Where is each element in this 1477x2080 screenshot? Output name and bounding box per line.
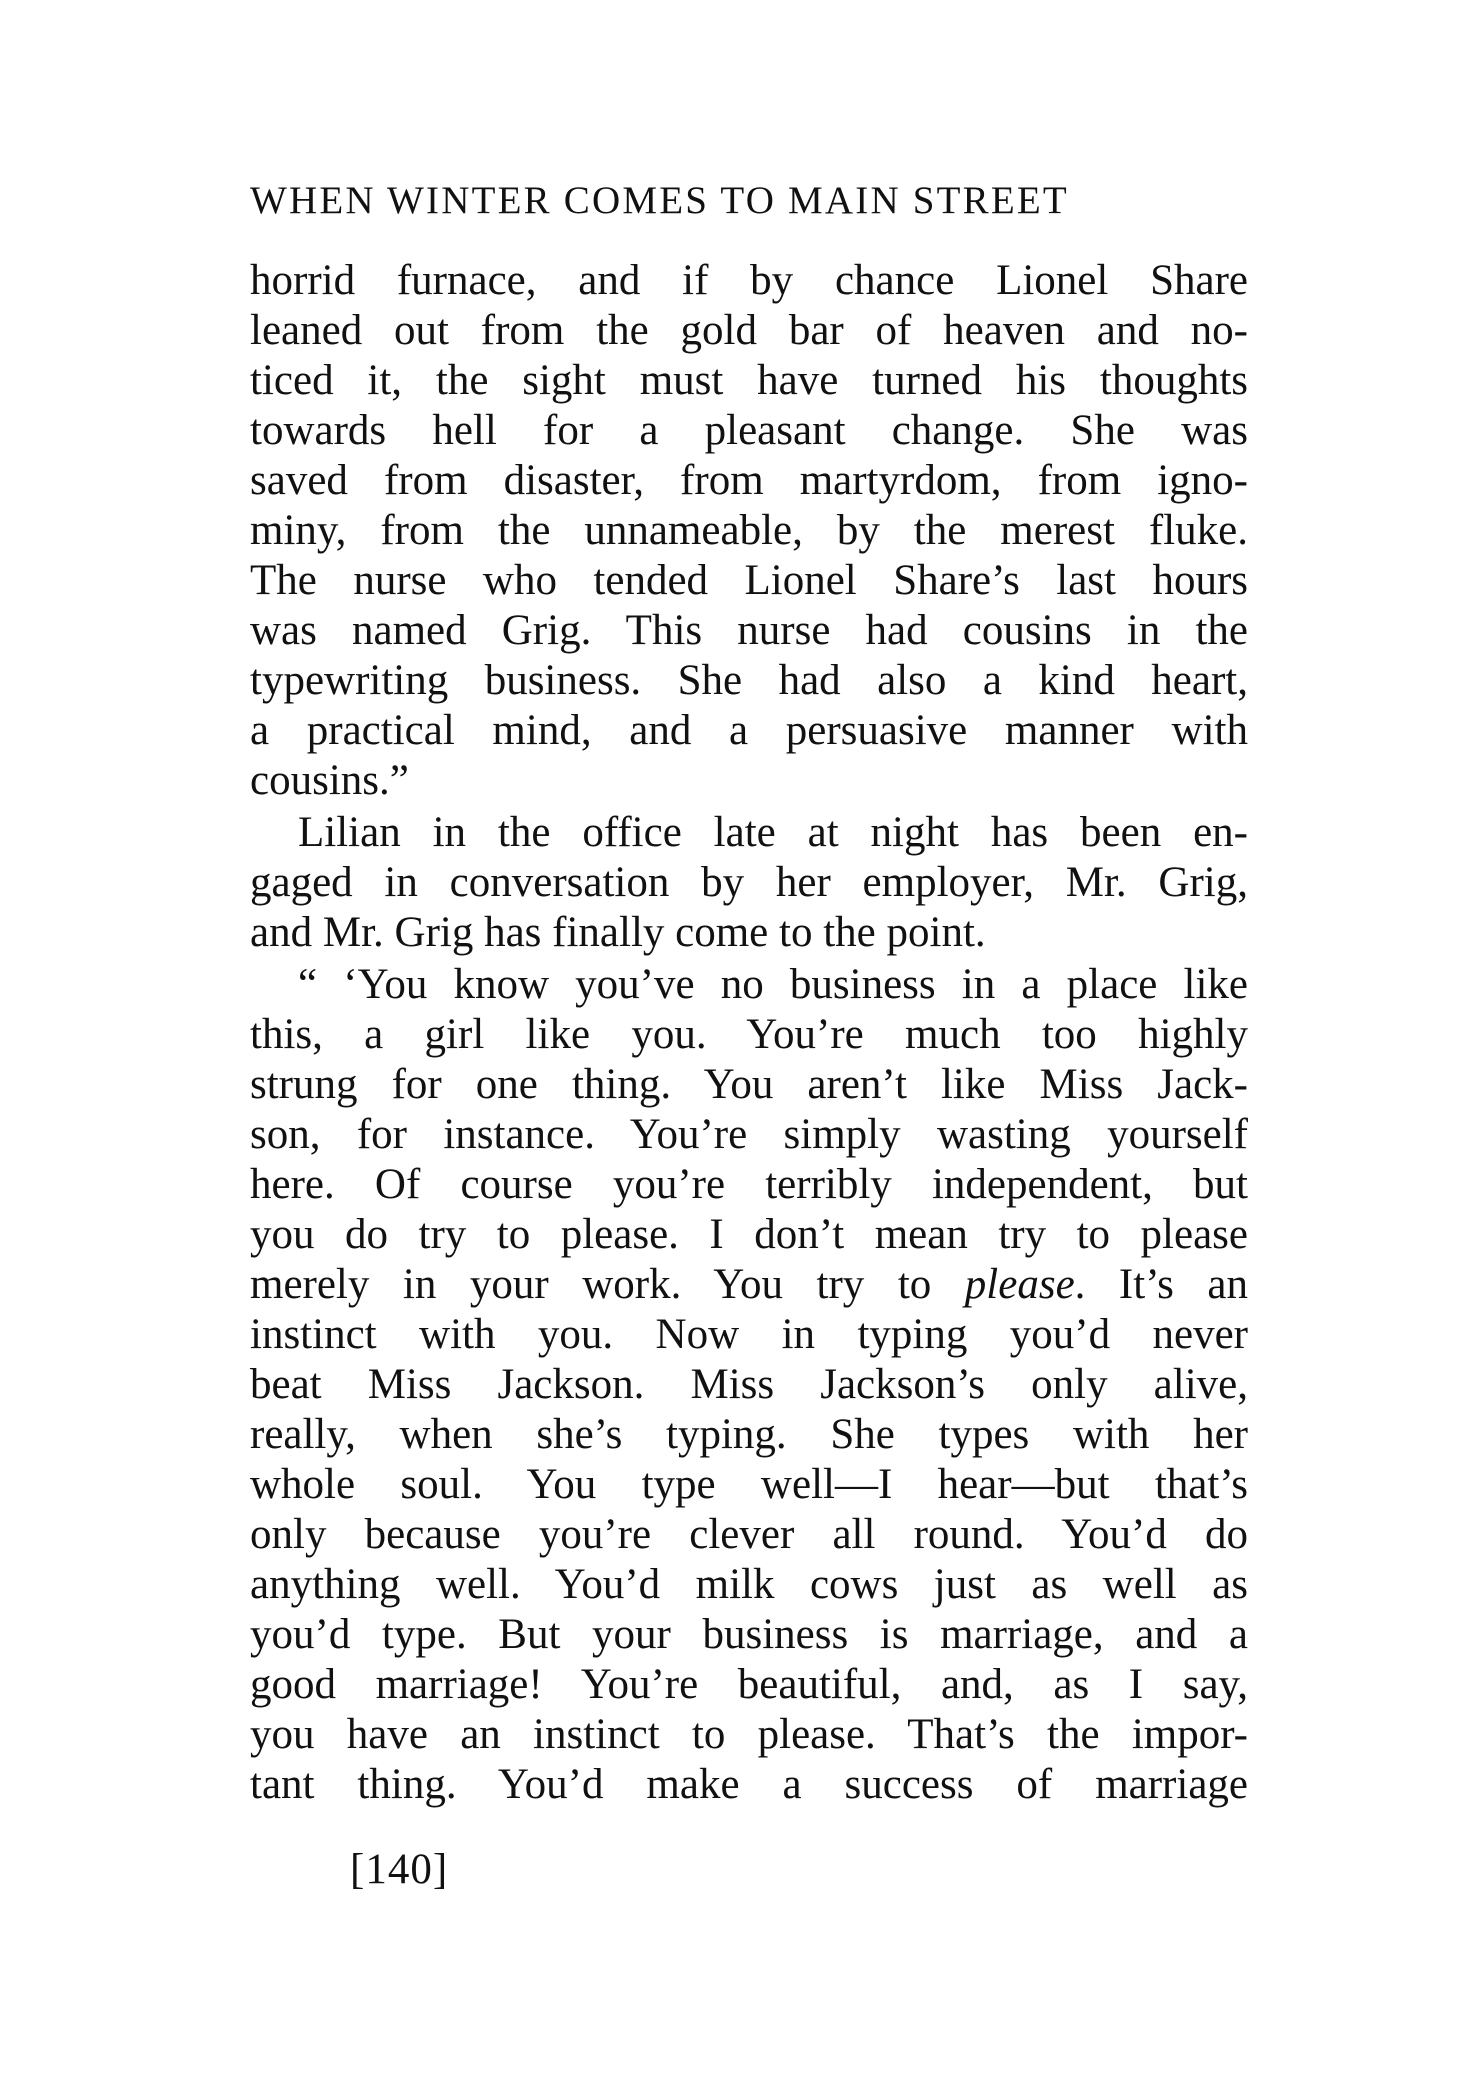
text-line: The nurse who tended Lionel Share’s last hours <box>250 557 1248 604</box>
text-line: son, for instance. You’re simply wasting yourself <box>250 1111 1248 1158</box>
text-line: towards hell for a pleasant change. She was <box>250 407 1248 454</box>
text-line: really, when she’s typing. She types with her <box>250 1411 1248 1458</box>
paragraph-start-line: “ ‘You know you’ve no business in a place like <box>298 961 1248 1008</box>
text-line: whole soul. You type well—I hear—but that’s <box>250 1461 1248 1508</box>
running-head: WHEN WINTER COMES TO MAIN STREET <box>250 179 1069 222</box>
text-line: ticed it, the sight must have turned his thoughts <box>250 357 1248 404</box>
text-line: and Mr. Grig has finally come to the point. <box>250 909 986 956</box>
text-line: this, a girl like you. You’re much too highly <box>250 1011 1248 1058</box>
paragraph-start-line: Lilian in the office late at night has been en- <box>298 809 1248 856</box>
text-line: good marriage! You’re beautiful, and, as I say, <box>250 1661 1248 1708</box>
italic-word: please <box>964 1261 1075 1308</box>
text-line: saved from disaster, from martyrdom, from igno- <box>250 457 1248 504</box>
text-line: typewriting business. She had also a kind heart, <box>250 657 1248 704</box>
text-line: horrid furnace, and if by chance Lionel Share <box>250 257 1248 304</box>
text-line: leaned out from the gold bar of heaven and no- <box>250 307 1248 354</box>
text-line: strung for one thing. You aren’t like Miss Jack- <box>250 1061 1248 1108</box>
text-segment: merely in your work. You try to <box>250 1261 965 1308</box>
text-line: you’d type. But your business is marriage, and a <box>250 1611 1248 1658</box>
text-line: you have an instinct to please. That’s the impor- <box>250 1711 1248 1758</box>
body-text <box>250 256 1248 1810</box>
text-line-with-italic <box>250 1260 1248 1310</box>
text-line: beat Miss Jackson. Miss Jackson’s only alive, <box>250 1361 1248 1408</box>
text-line: you do try to please. I don’t mean try to please <box>250 1211 1248 1258</box>
text-line: here. Of course you’re terribly independent, but <box>250 1161 1248 1208</box>
text-line: miny, from the unnameable, by the merest fluke. <box>250 507 1248 554</box>
text-segment: . It’s an <box>1074 1261 1248 1308</box>
text-line: gaged in conversation by her employer, Mr. Grig, <box>250 859 1248 906</box>
page-number: [140] <box>350 1846 449 1893</box>
text-line: tant thing. You’d make a success of marriage <box>250 1761 1248 1808</box>
text-line: cousins.” <box>250 757 409 804</box>
text-line: instinct with you. Now in typing you’d never <box>250 1311 1248 1358</box>
text-line: only because you’re clever all round. You’d do <box>250 1511 1248 1558</box>
text-line: was named Grig. This nurse had cousins in the <box>250 607 1248 654</box>
text-line: anything well. You’d milk cows just as well as <box>250 1561 1248 1608</box>
text-line: a practical mind, and a persuasive manner with <box>250 707 1248 754</box>
